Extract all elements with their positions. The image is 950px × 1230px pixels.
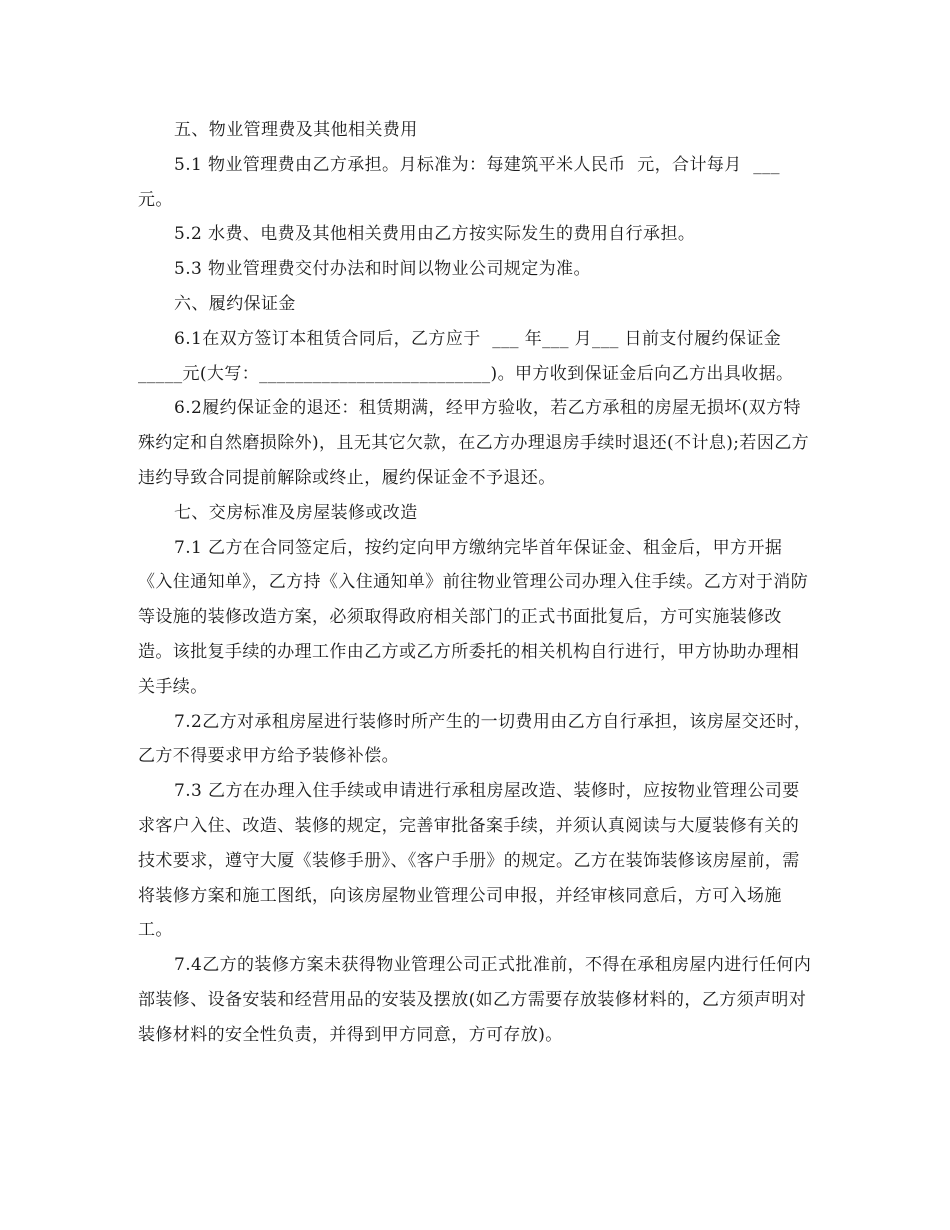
clause-5-1: 5.1 物业管理费由乙方承担。月标准为：每建筑平米人民币 元，合计每月 ___元。 [138, 154, 780, 210]
section-heading-6: 六、履约保证金 [174, 293, 296, 314]
document-body [138, 113, 814, 1053]
clause-7-2: 7.2乙方对承租房屋进行装修时所产生的一切费用由乙方自行承担，该房屋交还时，乙方不得要求甲方给予装修补偿。 [138, 711, 812, 767]
clause-5-3: 5.3 物业管理费交付办法和时间以物业公司规定为准。 [174, 259, 591, 280]
clause-5-2: 5.2 水费、电费及其他相关费用由乙方按实际发生的费用自行承担。 [174, 224, 696, 245]
clause-7-3: 7.3 乙方在办理入住手续或申请进行承租房屋改造、装修时，应按物业管理公司要求客户入住、改造、装修的规定，完善审批备案手续，并须认真阅读与大厦装修有关的技术要求，遵守大厦《装修手册》、《客户手册》的规定。乙方在装饰装修该房屋前，需将装修方案和施工图纸，向该房屋物业管理公司申报，并经审核同意后，方可入场施工。 [138, 781, 800, 941]
clause-6-2: 6.2履约保证金的退还：租赁期满，经甲方验收，若乙方承租的房屋无损坏(双方特殊约定和自然磨损除外)，且无其它欠款，在乙方办理退房手续时退还(不计息);若因乙方违约导致合同提前解除或终止，履约保证金不予退还。 [138, 398, 810, 488]
clause-6-1: 6.1在双方签订本租赁合同后，乙方应于 ___ 年___ 月___ 日前支付履约保证金_____元(大写：__________________________)。甲方收到保证金后向乙方出具收据。 [138, 328, 794, 384]
clause-7-4: 7.4乙方的装修方案未获得物业管理公司正式批准前，不得在承租房屋内进行任何内部装修、设备安装和经营用品的安装及摆放(如乙方需要存放装修材料的，乙方须声明对装修材料的安全性负责，并得到甲方同意，方可存放)。 [138, 955, 812, 1045]
section-heading-5: 五、物业管理费及其他相关费用 [174, 120, 418, 140]
clause-7-1: 7.1 乙方在合同签定后，按约定向甲方缴纳完毕首年保证金、租金后，甲方开据《入住通知单》，乙方持《入住通知单》前往物业管理公司办理入住手续。乙方对于消防等设施的装修改造方案，必须取得政府相关部门的正式书面批复后，方可实施装修改造。该批复手续的办理工作由乙方或乙方所委托的相关机构自行进行，甲方协助办理相关手续。 [138, 537, 809, 697]
section-heading-7: 七、交房标准及房屋装修或改造 [174, 502, 418, 523]
